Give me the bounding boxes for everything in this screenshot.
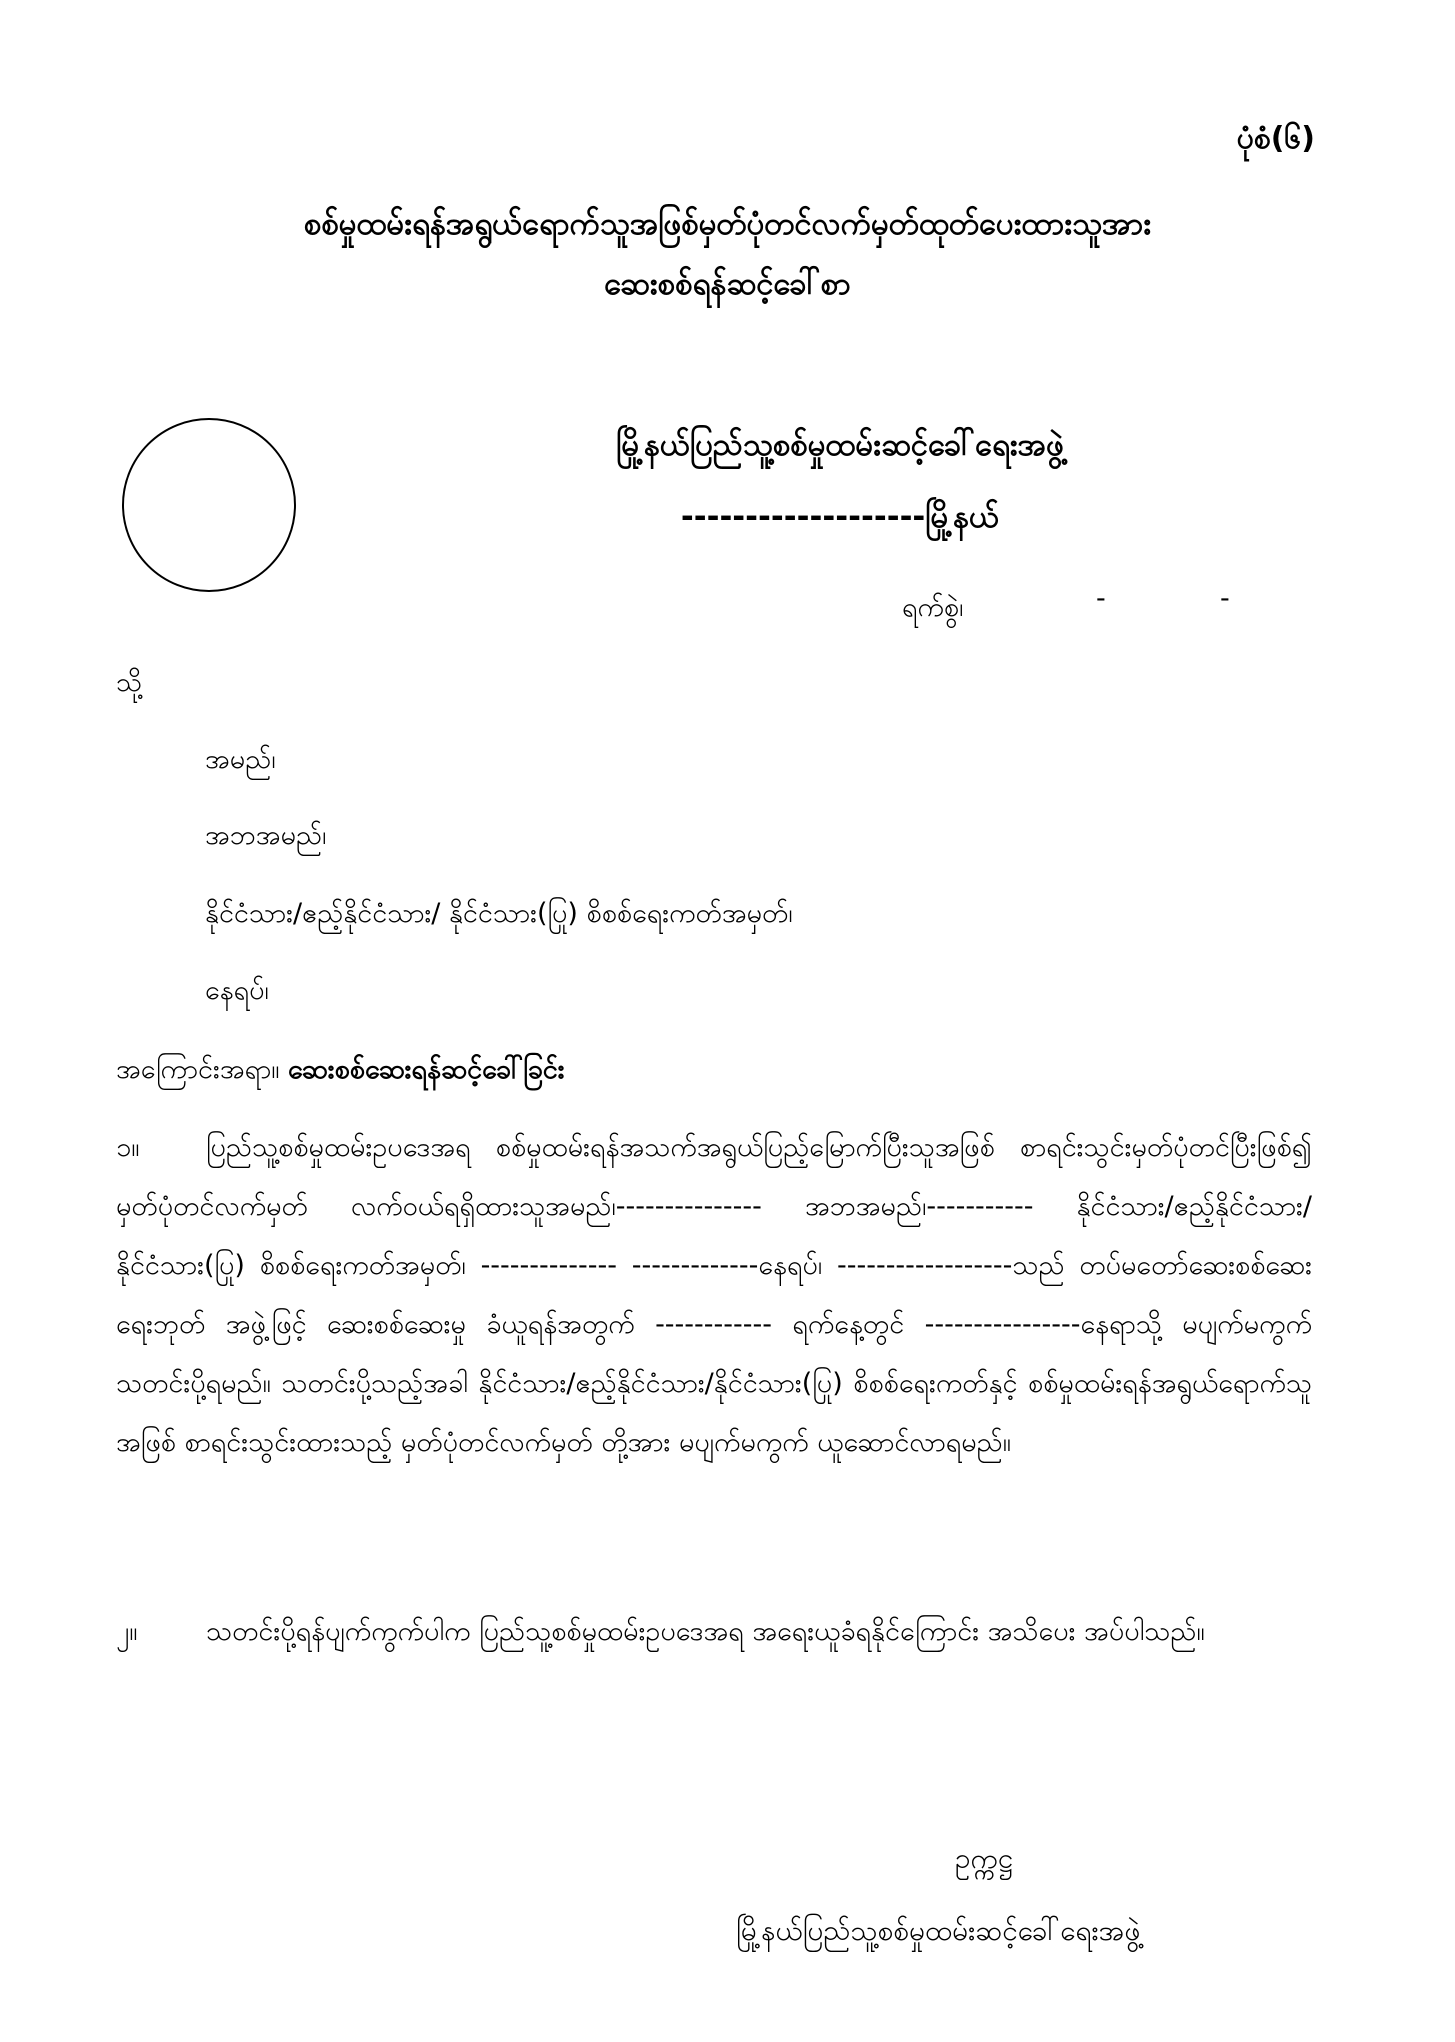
recipient-address-label: နေရပ်၊ [205,975,269,1006]
date-label: ရက်စွဲ၊ [902,592,964,623]
subject-prefix: အကြောင်းအရာ။ [116,1054,280,1085]
paragraph-number: ၂။ [116,1616,138,1647]
recipient-to-label: သို့ [116,667,143,698]
form-number: ပုံစံ(၆) [1236,121,1315,156]
township-line: -------------------မြို့နယ် [680,499,1000,535]
date-dash-1: - [1096,583,1106,614]
subject-title: ဆေးစစ်ဆေးရန်ဆင့်ခေါ်ခြင်း [288,1054,565,1085]
document-heading-line2: ဆေးစစ်ရန်ဆင့်ခေါ်စာ [604,266,851,302]
recipient-id-card-label: နိုင်ငံသား/ဧည့်နိုင်ငံသား/ နိုင်ငံသား(ပြု) စိစစ်ရေးကတ်အမှတ်၊ [205,898,793,929]
signature-title: ဥက္ကဋ္ဌ [955,1842,1014,1875]
paragraph-text: ပြည်သူ့စစ်မှုထမ်းဥပဒေအရ စစ်မှုထမ်းရန်အသက်အရွယ်ပြည့်မြောက်ပြီးသူအဖြစ် စာရင်းသွင်းမှတ်ပုံတင်ပြီးဖြစ်၍ မှတ်ပုံတင်လက်မှတ် လက်ဝယ်ရရှိထားသူအမည်၊--------------- အဘအမည်၊----------- နိုင်ငံသား/ဧည့်နိုင်ငံသား/ နိုင်ငံသား(ပြု) စိစစ်ရေးကတ်အမှတ်၊ -------------- -------------နေရပ်၊ ------------------သည် တပ်မတော်ဆေးစစ်ဆေးရေးဘုတ် အဖွဲ့ဖြင့် ဆေးစစ်ဆေးမှု ခံယူရန်အတွက် ------------ ရက်နေ့တွင် ----------------နေရာသို့ မပျက်မကွက် သတင်းပို့ရမည်။ သတင်းပို့သည့်အခါ နိုင်ငံသား/ဧည့်နိုင်ငံသား/နိုင်ငံသား(ပြု) စိစစ်ရေးကတ်နှင့် စစ်မှုထမ်းရန်အရွယ်ရောက်သူအဖြစ် စာရင်းသွင်းထားသည့် မှတ်ပုံတင်လက်မှတ် တို့အား မပျက်မကွက် ယူဆောင်လာရမည်။ [116,1132,1312,1458]
signature-office: မြို့နယ်ပြည်သူ့စစ်မှုထမ်းဆင့်ခေါ်ရေးအဖွဲ့ [736,1914,1141,1947]
paragraph-2 [116,1602,1312,1661]
recipient-father-name-label: အဘအမည်၊ [205,820,327,851]
paragraph-number: ၁။ [116,1132,140,1163]
subject-line [116,1052,565,1092]
issuing-office-name: မြို့နယ်ပြည်သူ့စစ်မှုထမ်းဆင့်ခေါ်ရေးအဖွဲ့ [616,427,1064,463]
recipient-name-label: အမည်၊ [205,744,276,775]
document-heading-line1: စစ်မှုထမ်းရန်အရွယ်ရောက်သူအဖြစ်မှတ်ပုံတင်လက်မှတ်ထုတ်ပေးထားသူအား [303,206,1152,242]
date-dash-2: - [1220,583,1230,614]
paragraph-1 [116,1118,1312,1472]
paragraph-text: သတင်းပို့ရန်ပျက်ကွက်ပါက ပြည်သူ့စစ်မှုထမ်းဥပဒေအရ အရေးယူခံရနိုင်ကြောင်း အသိပေး အပ်ပါသည်။ [206,1616,1205,1647]
